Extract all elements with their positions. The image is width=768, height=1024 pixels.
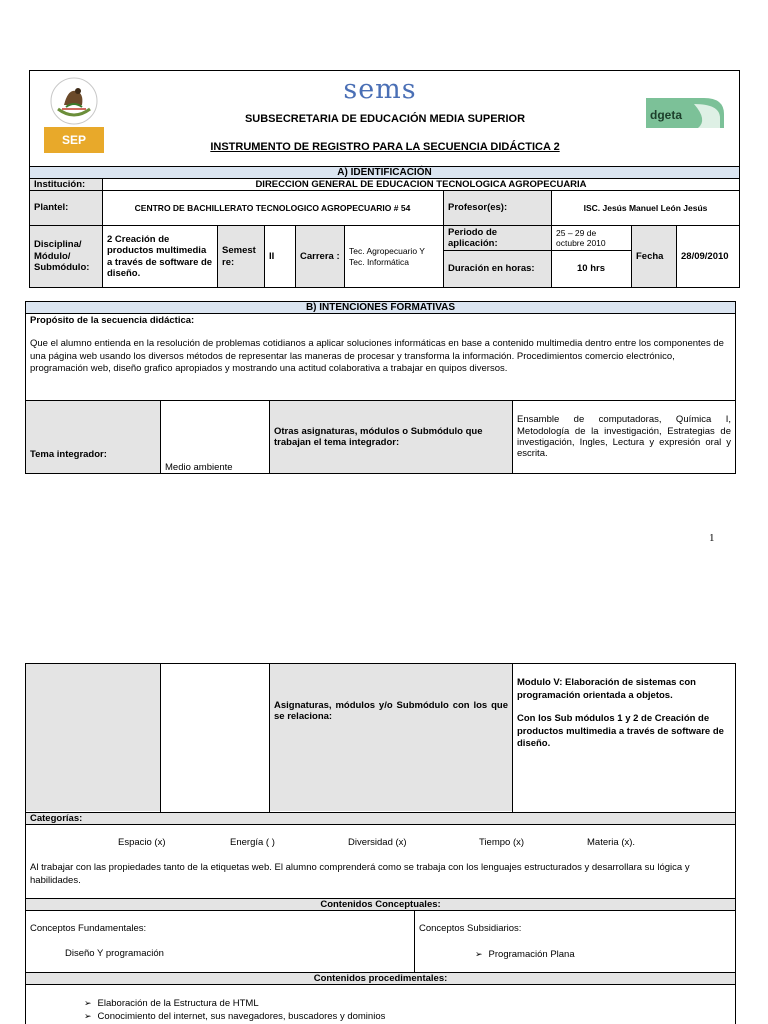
categorias-label: Categorías: (26, 813, 735, 824)
profesor-label: Profesor(es): (444, 191, 551, 225)
otras-label: Otras asignaturas, módulos o Submódulo que trabajan el tema integrador: (270, 401, 512, 473)
dgeta-label: dgeta (650, 108, 683, 122)
categoria-espacio: Espacio (x) (118, 837, 166, 848)
categoria-tiempo: Tiempo (x) (479, 837, 525, 848)
carrera-label: Carrera : (296, 226, 344, 287)
tema-label: Tema integrador: (26, 401, 160, 473)
duracion-label: Duración en horas: (444, 251, 551, 287)
periodo-value: 25 – 29 de octubre 2010 (556, 227, 606, 248)
page-number: 1 (709, 532, 715, 544)
categoria-energia: Energía ( ) (230, 837, 275, 848)
blank-cell-1 (26, 664, 160, 811)
disciplina-label: Disciplina/ Módulo/ Submódulo: (30, 226, 102, 287)
fecha-label: Fecha (632, 226, 676, 287)
conceptuales-title: Contenidos Conceptuales: (26, 899, 735, 910)
proposito-text: Que el alumno entienda en la resolución de problemas cotidianos a aplicar soluciones informáticas en base a contenido multimedia dentro entre los componentes de una página web usando los diversos métodos de representar las maneras de procesar y transforma la información. Procedimientos comercio electrónico, programación web, diseño grafico apropiados y mostrando una actitud colaborativa a trabajar en quipos diversos. (30, 338, 724, 374)
fundamentales-value: Diseño Y programación (65, 948, 164, 959)
disciplina-value: 2 Creación de productos multimedia a través de software de diseño. (107, 233, 213, 279)
carrera-value: Tec. Agropecuario Y Tec. Informática (349, 246, 425, 267)
subsidiario-item: ➢ Programación Plana (475, 948, 575, 961)
asignaturas-label: Asignaturas, módulos y/o Submódulo con los que se relaciona: (270, 664, 512, 811)
semestre-label: Semest re: (218, 226, 264, 287)
duracion-value: 10 hrs (577, 263, 605, 275)
plantel-label: Plantel: (30, 191, 102, 225)
categoria-diversidad: Diversidad (x) (348, 837, 407, 848)
tema-value: Medio ambiente (165, 461, 233, 473)
subsecretaria-title: SUBSECRETARIA DE EDUCACIÓN MEDIA SUPERIOR (244, 113, 526, 125)
categoria-materia: Materia (x). (587, 837, 636, 848)
proposito-label: Propósito de la secuencia didáctica: (30, 315, 195, 326)
fundamentales-label: Conceptos Fundamentales: (30, 923, 147, 934)
fecha-value: 28/09/2010 (681, 250, 729, 262)
institucion-label: Institución: (30, 179, 102, 190)
sems-logo: sems (343, 74, 417, 105)
modulo-text-1: Modulo V: Elaboración de sistemas con programación orientada a objetos. (517, 677, 696, 701)
mexico-seal-icon (44, 75, 104, 127)
categorias-text: Al trabajar con las propiedades tanto de la etiquetas web. El alumno comprenderá como se trabaja con los lenguajes estructurados y desarrollara su lógica y habilidades. (30, 862, 690, 886)
sep-label: SEP (44, 127, 104, 153)
sep-logo (44, 75, 104, 153)
identificacion-title: A) IDENTIFICACIÓN (30, 167, 739, 178)
subsidiarios-list (475, 948, 575, 961)
periodo-label: Periodo de aplicación: (444, 226, 551, 250)
intenciones-title: B) INTENCIONES FORMATIVAS (26, 302, 735, 313)
semestre-value: II (269, 250, 275, 262)
plantel-value: CENTRO DE BACHILLERATO TECNOLOGICO AGROPECUARIO # 54 (134, 202, 411, 213)
institucion-value: DIRECCION GENERAL DE EDUCACION TECNOLOGICA AGROPECUARIA (255, 178, 587, 190)
profesor-value: ISC. Jesús Manuel León Jesús (583, 202, 708, 213)
dgeta-logo (644, 94, 726, 132)
procedimental-item: ➢ Elaboración de la Estructura de HTML (84, 997, 385, 1010)
otras-value: Ensamble de computadoras, Química I, Metodología de la investigación, Estrategias de investigación, Ingles, Lectura y expresión oral y escrita. (517, 414, 731, 460)
procedimentales-list (84, 997, 385, 1023)
instrumento-title: INSTRUMENTO DE REGISTRO PARA LA SECUENCIA DIDÁCTICA 2 (210, 141, 560, 153)
subsidiarios-label: Conceptos Subsidiarios: (419, 923, 522, 934)
procedimental-item: ➢ Conocimiento del internet, sus navegadores, buscadores y dominios (84, 1010, 385, 1023)
procedimentales-title: Contenidos procedimentales: (26, 973, 735, 984)
modulo-text-2: Con los Sub módulos 1 y 2 de Creación de productos multimedia a través de software de diseño. (517, 713, 724, 749)
